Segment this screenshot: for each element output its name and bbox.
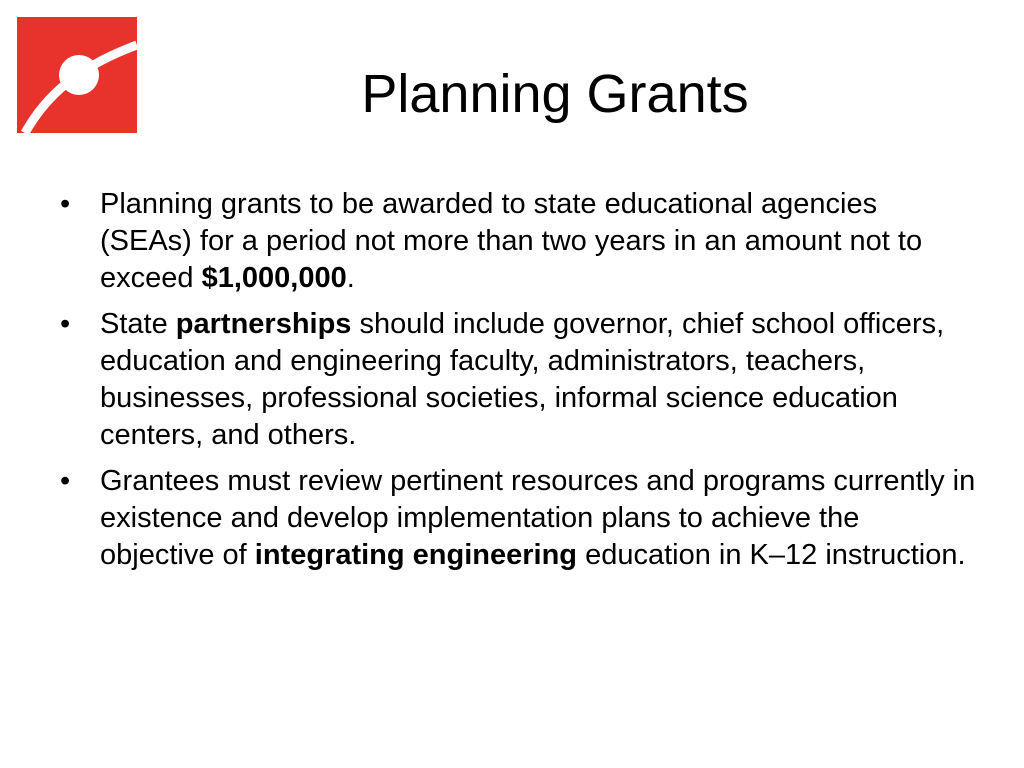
bullet-text-end: .: [346, 262, 355, 294]
bullet-text: Planning grants to be awarded to state educational agencies (SEAs) for a period not more than two years in an amount not to exceed: [100, 188, 923, 294]
bullet-emphasis: $1,000,000: [201, 262, 347, 294]
bullet-dot: •: [60, 188, 71, 220]
slide-title: Planning Grants: [361, 64, 749, 124]
bullet-emphasis: integrating engineering: [254, 539, 578, 571]
bullet-dot: •: [60, 465, 71, 497]
bullet-text: Grantees must review pertinent resources and programs currently in existence and develop implementation plans to achieve the objective of: [100, 465, 976, 571]
bullet-text-end: should include governor, chief school officers, education and engineering faculty, administrators, teachers, businesses, professional societies, informal science education centers, and others.: [100, 308, 945, 451]
bullet-text: State: [100, 308, 176, 340]
bullet-item: [56, 306, 976, 454]
bullet-dot: •: [60, 308, 71, 340]
bullet-item: [56, 463, 976, 574]
bullet-list: [56, 186, 976, 583]
orbit-logo-icon: [17, 17, 137, 133]
bullet-text-end: education in K–12 instruction.: [577, 539, 966, 571]
bullet-emphasis: partnerships: [175, 308, 352, 340]
bullet-item: [56, 186, 976, 297]
